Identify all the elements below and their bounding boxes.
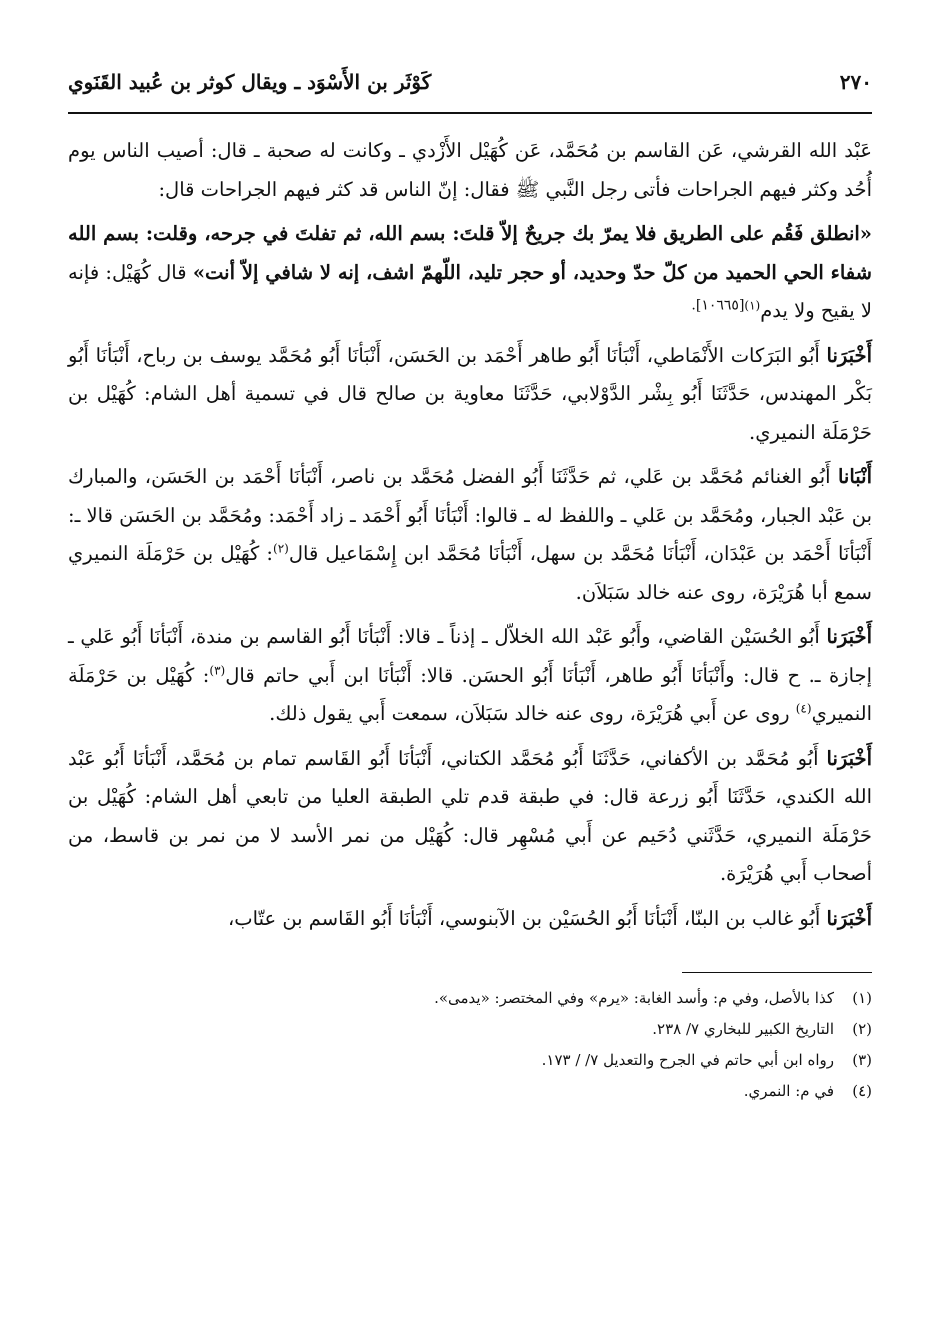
paragraph-text: أَبُو مُحَمَّد بن الأكفاني، حَدَّثَنَا أَبُو مُحَمَّد الكتاني، أَنْبَأنَا أَبُو القَاسم تمام بن مُحَمَّد، أَنْبَأنَا أَبُو عَبْد الله الكندي، حَدَّثَنَا أَبُو زرعة قال: في طبقة قدم تلي الطبقة العليا من تابعي أهل الشام: كُهَيْل بن حَرْمَلَة النميري، حَدَّثَني دُحَيم عن أَبي مُسْهِر قال: كُهَيْل من نمر الأسد لا من نمر بن قاسط، من أصحاب أَبي هُرَيْرَة. bbox=[68, 746, 872, 885]
document-page bbox=[68, 70, 872, 1307]
paragraph-text-cont: : كُهَيْل بن حَرْمَلَة النميري سمع أبا هُرَيْرَة، روى عنه خالد سَبَلاَن. bbox=[68, 542, 872, 604]
transmission-keyword: أَخْبَرَنا bbox=[826, 906, 872, 930]
footnote-3 bbox=[68, 1045, 872, 1076]
footnote-ref-1[interactable]: (١) bbox=[744, 298, 761, 313]
transmission-keyword: أَنْبَانا bbox=[837, 465, 872, 488]
running-header bbox=[68, 70, 872, 108]
record-number: [١٠٦٦٥]. bbox=[691, 297, 745, 314]
paragraph-text: أَبُو الحُسَيْن القاضي، وأَبُو عَبْد الله الخلاّل ـ إذناً ـ قالا: أَنْبَأنَا أَبُو القاسم بن مندة، أَنْبَأنَا أَبُو عَلي ـ إجازة ـ. ح قال: وأَنْبَأنَا أَبُو طاهر، أَنْبَأنَا أَبُو الحسَن. قالا: أَنْبَأنَا ابن أَبي حاتم قال bbox=[68, 625, 873, 687]
paragraph-1 bbox=[68, 132, 872, 209]
page-number: ٢٧٠ bbox=[839, 70, 872, 94]
footnote-text: كذا بالأصل، وفي م: وأسد الغابة: «يرم» وفي المختصر: «يدمى». bbox=[434, 989, 834, 1007]
footnote-ref-4[interactable]: (٤) bbox=[795, 701, 812, 716]
paragraph-text: أَبُو الغنائم مُحَمَّد بن عَلي، ثم حَدَّثَنَا أَبُو الفضل مُحَمَّد بن ناصر، أَنْبَأنَا أَحْمَد بن الحَسَن، والمبارك بن عَبْد الجبار، ومُحَمَّد بن عَلي ـ واللفظ له ـ قالوا: أَنْبَأنَا أَبُو أَحْمَد ـ زاد أَحْمَد: ومُحَمَّد بن الحَسَن قالا ـ: أَنْبَأنَا أَحْمَد بن عَبْدَان، أَنْبَأنَا مُحَمَّد بن سهل، أَنْبَأنَا مُحَمَّد ابن إِسْمَاعيل قال bbox=[68, 465, 872, 565]
footnote-text: في م: النمري. bbox=[743, 1082, 834, 1100]
paragraph-4 bbox=[68, 458, 872, 612]
footnote-number: (٤) bbox=[852, 1082, 872, 1100]
header-rule bbox=[68, 112, 872, 114]
paragraph-5 bbox=[68, 618, 872, 734]
footnote-4 bbox=[68, 1076, 872, 1107]
body-text bbox=[68, 132, 872, 938]
transmission-keyword: أَخْبَرَنا bbox=[826, 746, 872, 770]
page-title: كَوْثَر بن الأَسْوَد ـ ويقال كوثر بن عُبيد القَنَوي bbox=[68, 70, 432, 94]
prayer-quote: «انطلق فَقُم على الطريق فلا يمرّ بك جريحٌ إلاّ قلتَ: بسم الله، ثم تفلتَ في جرحه، وقلت: بسم الله شفاء الحي الحميد من كلّ حدّ وحديد، أو حجر تليد، اللّهمّ اشف، إنه لا شافي إلاّ أنت» bbox=[68, 222, 872, 284]
footnote-2 bbox=[68, 1014, 872, 1045]
paragraph-text: أَبُو غالب بن البنّا، أَنْبَأنَا أَبُو الحُسَيْن بن الآبنوسي، أَنْبَأنَا أَبُو القَاسم بن عتّاب، bbox=[228, 906, 827, 930]
paragraph-text-cont: : كُهَيْل بن حَرْمَلَة النميري bbox=[68, 663, 872, 725]
transmission-keyword: أَخْبَرَنا bbox=[826, 625, 872, 648]
footnote-ref-3[interactable]: (٣) bbox=[209, 663, 226, 677]
footnote-ref-2[interactable]: (٢) bbox=[273, 541, 289, 556]
footnote-text: التاريخ الكبير للبخاري ٧/ ٢٣٨. bbox=[652, 1020, 834, 1038]
transmission-keyword: أَخْبَرَنا bbox=[826, 343, 872, 367]
footnotes bbox=[68, 983, 872, 1107]
paragraph-text-cont-2: روى عن أَبي هُرَيْرَة، روى عنه خالد سَبَلاَن، سمعت أَبي يقول ذلك. bbox=[269, 702, 796, 725]
paragraph-7 bbox=[68, 900, 872, 939]
paragraph-text: قال كُهَيْل: فإنه لا يقيح ولا يدم bbox=[68, 260, 872, 322]
paragraph-2 bbox=[68, 215, 872, 331]
footnote-rule bbox=[682, 972, 872, 973]
paragraph-6 bbox=[68, 740, 872, 894]
footnote-number: (٣) bbox=[852, 1051, 872, 1069]
footnote-number: (١) bbox=[852, 989, 872, 1007]
footnote-text: رواه ابن أبي حاتم في الجرح والتعديل ٧/ / ١٧٣. bbox=[541, 1051, 834, 1069]
paragraph-text: عَبْد الله القرشي، عَن القاسم بن مُحَمَّد، عَن كُهَيْل الأَزْدي ـ وكانت له صحبة ـ قال: أصيب الناس يوم أُحُد وكثر فيهم الجراحات فأتى رجل النَّبي ﷺ فقال: إنّ الناس قد كثر فيهم الجراحات قال: bbox=[68, 139, 872, 201]
paragraph-text: أَبُو البَرَكات الأَنْمَاطي، أَنْبَأنَا أَبُو طاهر أَحْمَد بن الحَسَن، أَنْبَأنَا أَبُو مُحَمَّد يوسف بن رباح، أَنْبَأنَا أَبُو بَكْر المهندس، حَدَّثَنَا أَبُو بِشْر الدَّوْلابي، حَدَّثَنَا معاوية بن صالح قال في تسمية أهل الشام: كُهَيْل بن حَرْمَلَة النميري. bbox=[68, 343, 872, 444]
footnote-number: (٢) bbox=[852, 1020, 872, 1038]
footnote-1 bbox=[68, 983, 872, 1014]
paragraph-3 bbox=[68, 337, 872, 453]
